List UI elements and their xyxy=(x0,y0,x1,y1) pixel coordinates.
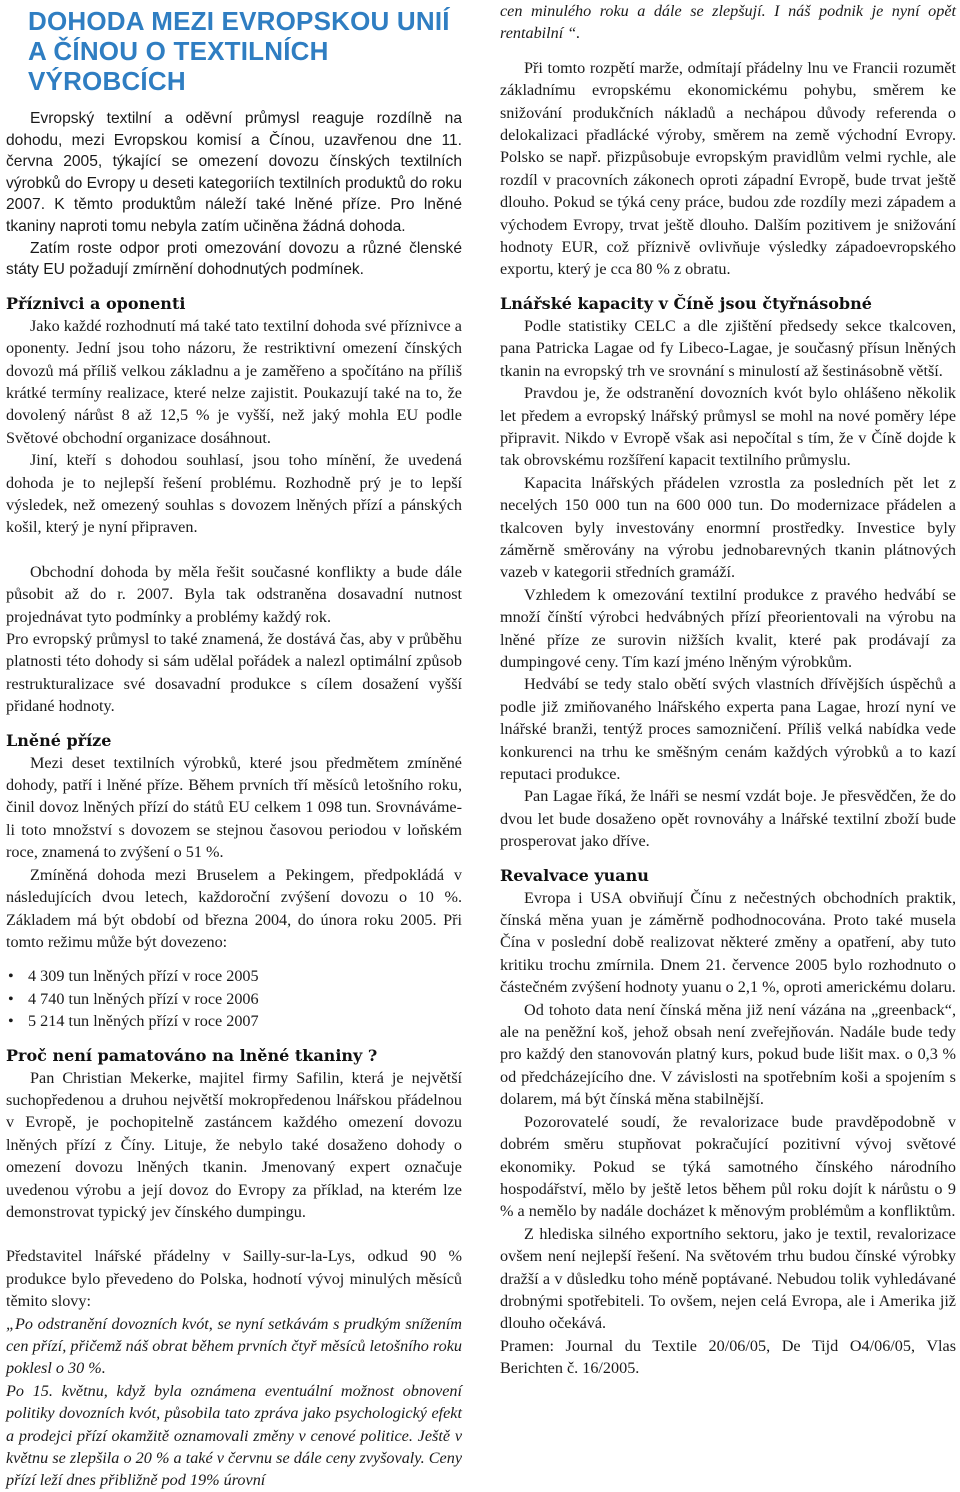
paragraph: Obchodní dohoda by měla řešit současné konflikty a bude dále působit až do r. 2007. Byla tak odstraněna dosavadní nutnost projednávat tyto podmínky a problémy každý rok. xyxy=(6,562,462,626)
paragraph: Jiní, kteří s dohodou souhlasí, jsou toho mínění, že uvedená dohoda je to nejlepší řešení problému. Rozhodně prý je to lepší výsledek, než omezený souhlas s dovozem lněných přízí a pánských košil, který je nyní připraven. xyxy=(6,451,462,537)
paragraph: Evropa i USA obviňují Čínu z nečestných obchodních praktik, čínská měna yuan je záměrně podhodnocována. Proto také musela Čína v poslední době realizovat některé změny a opatření, aby tuto kritiku trochu zmírnila. Dnem 21. července 2005 bylo rozhodnuto o částečném zvýšení hodnoty yuanu o 2,1 %, oproti americkému dolaru. xyxy=(500,888,956,997)
paragraph: Od tohoto data není čínská měna již není vázána na „greenback“, ale na peněžní koš, jehož obsah není zveřejňován. Nadále bude tedy pro každý den stanovován platný kurs, pokud bude lišit max. o 0,3 % od předcházejícího dne. V závislosti na spotřebním koši a spojením s dolarem, má být čínská měna stabilnější. xyxy=(500,1000,956,1109)
paragraph: Zmíněná dohoda mezi Bruselem a Pekingem, předpokládá v následujících dvou letech, každoroční zvýšení dovozu o 10 %. Základem má být období od března 2004, do února roku 2005. Při tomto režimu může být dovezeno: xyxy=(6,865,462,951)
lead-paragraphs xyxy=(6,108,462,281)
section-heading-china-capacity: Lnářské kapacity v Číně jsou čtyřnásobné xyxy=(500,293,872,313)
title-line-2: A ČÍNOU O TEXTILNÍCH VÝROBCÍCH xyxy=(28,36,329,96)
paragraph: Pro evropský průmysl to také znamená, že dostává čas, aby v průběhu platnosti této dohody si sám udělal pořádek a nalezl optimální způsob restrukturalizace své dosavadní produkce s cílem dosažení vyšší přidané hodnoty. xyxy=(6,630,462,716)
section-heading-yuan-revaluation: Revalvace yuanu xyxy=(500,865,649,885)
paragraph: Pan Christian Mekerke, majitel firmy Safilin, která je největší suchopředenou a druhou největší mokropředenou lnářskou přádelnou v Evropě, je pochopitelně zastáncem každého omezení dovozu lněných přízí z Číny. Lituje, že nebylo také dosaženo dohody o omezení dovozu lněných tkanin. Jmenovaný expert označuje uvedenou výrobu a její dovoz do Evropy za příklad, na kterém lze demonstrovat typický jev čínského dumpingu. xyxy=(6,1068,462,1221)
quote-paragraph: cen minulého roku a dále se zlepšují. I náš podnik je nyní opět rentabilní “. xyxy=(500,2,956,43)
title-line-1: DOHODA MEZI EVROPSKOU UNIÍ xyxy=(28,6,450,36)
section-heading-linen-yarn: Lněné příze xyxy=(6,730,112,750)
paragraph: Vzhledem k omezování textilní produkce z pravého hedvábí se množí čínští výrobci hedvábných přízí přeorientovali na výrobu na lněné příze ze surovin nižších kvalit, které pak prodávají za dumpingové ceny. Tím kazí jméno lněným výrobkům. xyxy=(500,585,956,671)
paragraph: Představitel lnářské přádelny v Sailly-sur-la-Lys, odkud 90 % produkce bylo převedeno do Polska, hodnotí vývoj minulých měsíců těmito slovy: xyxy=(6,1247,462,1311)
lead-paragraph: Evropský textilní a oděvní průmysl reaguje rozdílně na dohodu, mezi Evropskou komisí a Čínou, uzavřenou dne 11. června 2005, týkající se omezení dovozu čínských textilních výrobků do Evropy u deseti kategoriích textilních produktů do roku 2007. K těmto produktům náleží také lněné příze. Pro lněné tkaniny naproti tomu nebyla zatím učiněna žádná dohoda. xyxy=(6,110,462,235)
paragraph: Mezi deset textilních výrobků, které jsou předmětem zmíněné dohody, patří i lněné příze. Během prvních tří měsíců letošního roku, činil dovoz lněných přízí do států EU celkem 1 098 tun. Srovnáváme-li toto množství s dovozem se stejnou časovou periodou v loňském roce, znamená to zvýšení o 51 %. xyxy=(6,753,462,862)
paragraph: Pan Lagae říká, že lnáři se nesmí vzdát boje. Je přesvědčen, že do dvou let bude dosaženo opět rovnováhy a lnářské textilní zboží bude prosperovat jako dříve. xyxy=(500,787,956,851)
section-heading-linen-fabrics: Proč není pamatováno na lněné tkaniny ? xyxy=(6,1045,378,1065)
paragraph: Při tomto rozpětí marže, odmítají přádelny lnu ve Francii rozumět základnímu evropskému ekonomickému pohybu, směrem ke snižování produkčních nákladů a nechápou důvody referenda o delokalizaci přadlácké výroby, směrem na země východní Evropy. Polsko se např. přizpůsobuje evropským pravidlům velmi rychle, ale rozdíl v pracovních zákonech oproti západní Evropě, bude trvat ještě dlouho. Pokud se týká ceny práce, budou zde rozdíly mezi západem a východem Evropy, trvat ještě dlouho. Dalším pozitivem je snižování hodnoty EUR, což příznivě ovlivňuje výsledky západoevropského exportu, který je cca 80 % z obratu. xyxy=(500,58,956,279)
left-column xyxy=(6,0,462,1492)
list-item: • 4 309 tun lněných přízí v roce 2005 xyxy=(6,965,462,987)
quote-paragraph: „Po odstranění dovozních kvót, se nyní setkávám s prudkým snížením cen přízí, přičemž náš obrat během prvních čtyř měsíců letošního roku poklesl o 30 %. xyxy=(6,1314,462,1378)
list-item: • 5 214 tun lněných přízí v roce 2007 xyxy=(6,1010,462,1032)
paragraph: Jako každé rozhodnutí má také tato textilní dohoda své příznivce a oponenty. Jední jsou toho názoru, že restriktivní omezení čínských dovozů má příliš velkou základnu a je zaměřeno a spočítáno na příliš krátké termíny realizace, které nelze zajistit. Poukazují také na to, že dovolený nárůst 8 až 12,5 % je vyšší, než jaký mohla EU podle Světové obchodní organizace dosáhnout. xyxy=(6,316,462,447)
source-citation: Pramen: Journal du Textile 20/06/05, De Tijd O4/06/05, Vlas Berichten č. 16/2005. xyxy=(500,1336,956,1378)
paragraph: Pozorovatelé soudí, že revalorizace bude pravděpodobně v dobrém směru stupňovat pokračující pozitivní vývoj světové ekonomiky. Pokud se týká samotného čínského národního hospodářství, mělo by ještě letos během půl roku dojít k nárůstu o 9 % a nemělo by nadále docházet k měnovým problémům a konfliktům. xyxy=(500,1112,956,1221)
paragraph: Kapacita lnářských přádelen vzrostla za posledních pět let z necelých 150 000 tun na 600 000 tun. Do modernizace přádelen a tkalcoven byly investovány enormní prostředky. Investice byly záměrně směrovány na výrobu jednobarevných tkanin plátnových vazeb v kategorii středních gramáží. xyxy=(500,473,956,582)
article-title xyxy=(28,6,462,96)
right-column xyxy=(500,0,956,1380)
paragraph: Hedvábí se tedy stalo obětí svých vlastních dřívějších úspěchů a podle již zmiňovaného lnářského experta pana Lagae, hrozí nyní ve lnářské branži, tentýž proces samozničení. Příliš velká nabídka vede konkurenci na trhu ke směšným cenám každých výrobků a to kazí reputaci produkce. xyxy=(500,675,956,783)
paragraph: Z hlediska silného exportního sektoru, jako je textil, revalorizace ovšem není nejlepší řešení. Na světovém trhu budou čínské výrobky dražší a v důsledku toho méně poptávané. Nebudou tolik vyhledávané drobnými spotřebiteli. To ovšem, nejen celá Evropa, ale i Amerika již dlouho očekává. xyxy=(500,1224,956,1333)
quote-paragraph: Po 15. květnu, když byla oznámena eventuální možnost obnovení politiky dovozních kvót, působila tato zpráva jako psychologický efekt a prodejci přízí okamžitě oznamovali změny v cenové politice. Ještě v květnu se zlepšila o 20 % a také v červnu se dále ceny zvyšovaly. Ceny přízí leží dnes přibližně pod 19% úrovní xyxy=(6,1381,462,1490)
import-quota-list xyxy=(6,965,462,1032)
section-heading-proponents: Příznivci a oponenti xyxy=(6,293,186,313)
paragraph: Podle statistiky CELC a dle zjištění předsedy sekce tkalcoven, pana Patricka Lagae od fy Libeco-Lagae, je současný přísun lněných tkanin na evropský trh ve srovnání s minulostí až šestinásobně větší. xyxy=(500,316,956,380)
paragraph: Pravdou je, že odstranění dovozních kvót bylo ohlášeno několik let předem a evropský lnářský průmysl se mohl na nové poměry lépe připravit. Nikdo v Evropě však asi nepočítal s tím, že v Číně dojde k tak obrovskému rozšíření kapacit textilního průmyslu. xyxy=(500,384,956,470)
list-item: • 4 740 tun lněných přízí v roce 2006 xyxy=(6,988,462,1010)
lead-paragraph: Zatím roste odpor proti omezování dovozu a různé členské státy EU požadují zmírnění dohodnutých podmínek. xyxy=(6,239,462,279)
